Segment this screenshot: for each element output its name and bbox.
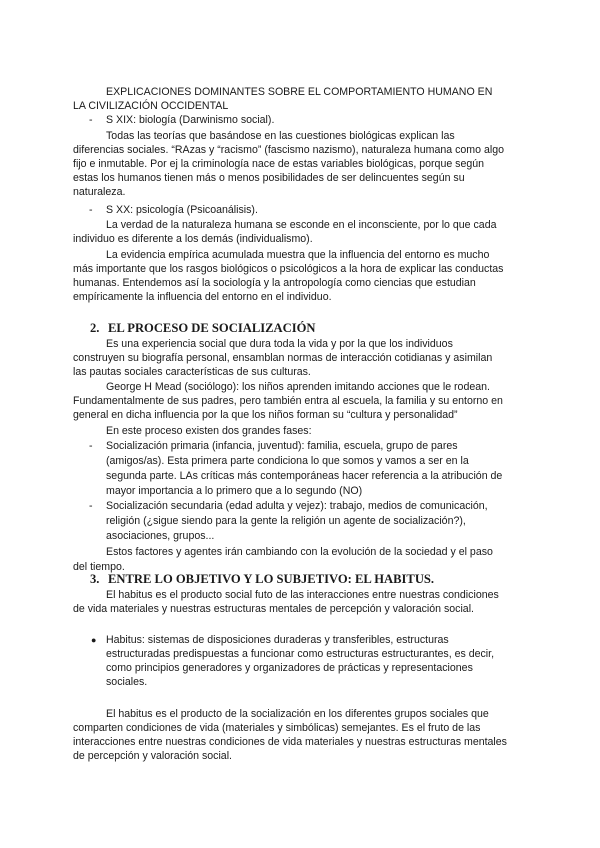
s2-item2-line-1: Socialización secundaria (edad adulta y vejez): trabajo, medios de comunicación, (106, 500, 488, 512)
s3-para2-line-4: de percepción y valoración social. (73, 750, 232, 762)
s3-para1-line-1: El habitus es el producto social futo de las interacciones entre nuestras condiciones (106, 589, 499, 601)
s3-para2-line-3: interacciones entre nuestras condiciones de vida materiales y nuestras estructuras mentales (73, 736, 507, 748)
intro-para3-line-3: humanas. Entendemos así la sociología y la antropología como ciencias que estudian (73, 277, 476, 289)
s2-item1-line-1: Socialización primaria (infancia, juventud): familia, escuela, grupo de pares (106, 440, 458, 452)
intro-title-line-1: EXPLICACIONES DOMINANTES SOBRE EL COMPORTAMIENTO HUMANO EN (106, 86, 493, 98)
s2-para2-line-3: general en dicha influencia por la que los niños forman su “cultura y personalidad” (73, 409, 458, 421)
intro-item1-line-2: diferencias sociales. “RAzas y “racismo” (fascismo nazismo), naturaleza humana como algo (73, 144, 504, 156)
intro-item1-line-4: estas los humanos tienen más o menos posibilidades de ser delincuentes según su (73, 172, 465, 184)
s2-item1-line-2: (amigos/as). Esta primera parte condiciona lo que somos y vamos a ser en la (106, 455, 469, 467)
s3-bullet-line-4: sociales. (106, 676, 148, 688)
s2-item1-line-4: mayor importancia a lo primero que a lo segundo (NO) (106, 485, 363, 497)
intro-item1-line-1: Todas las teorías que basándose en las cuestiones biológicas explican las (106, 130, 455, 142)
intro-para3-line-4: empíricamente la influencia del entorno en el individuo. (73, 291, 332, 303)
s3-bullet-line-1: Habitus: sistemas de disposiciones duraderas y transferibles, estructuras (106, 634, 449, 646)
intro-para3-line-2: más importante que los rasgos biológicos o psicológicos a la hora de explicar las conductas (73, 263, 504, 275)
intro-item1-label: S XIX: biología (Darwinismo social). (106, 114, 275, 126)
dash-bullet-icon: - (89, 114, 93, 126)
s3-para2-line-2: comparten condiciones de vida (materiales y simbólicas) semejantes. Es el fruto de las (73, 722, 481, 734)
intro-item2-line-2: individuo es diferente a los demás (individualismo). (73, 233, 313, 245)
s2-item2-line-2: religión (¿sigue siendo para la gente la religión un agente de socialización?), (106, 515, 466, 527)
s2-para2-line-1: George H Mead (sociólogo): los niños aprenden imitando acciones que le rodean. (106, 381, 490, 393)
section3-heading: ENTRE LO OBJETIVO Y LO SUBJETIVO: EL HABITUS. (108, 572, 435, 586)
intro-item1-line-5: naturaleza. (73, 186, 126, 198)
dash-bullet-icon: - (89, 500, 93, 512)
section3-number: 3. (90, 572, 100, 586)
s3-bullet-line-2: estructuradas predispuestas a funcionar como estructuras estructurantes, es decir, (106, 648, 495, 660)
intro-item2-line-1: La verdad de la naturaleza humana se esconde en el inconsciente, por lo que cada (106, 219, 497, 231)
dash-bullet-icon: - (89, 204, 93, 216)
s3-para2-line-1: El habitus es el producto de la socialización en los diferentes grupos sociales que (106, 708, 489, 720)
s2-para3-line-1: En este proceso existen dos grandes fases: (106, 425, 312, 437)
s2-item1-line-3: segunda parte. LAs críticas más contemporáneas hacer referencia a la atribución de (106, 470, 503, 482)
intro-title-line-2: LA CIVILIZACIÓN OCCIDENTAL (73, 100, 229, 112)
s2-para2-line-2: Fundamentalmente de sus padres, pero también entra al escuela, la familia y su entorno en (73, 395, 503, 407)
s3-para1-line-2: de vida materiales y nuestras estructuras mentales de percepción y valoración social. (73, 603, 474, 615)
round-bullet-icon: ● (91, 635, 97, 645)
s2-para1-line-1: Es una experiencia social que dura toda la vida y por la que los individuos (106, 338, 453, 350)
s3-bullet-line-3: como principios generadores y organizadores de prácticas y representaciones (106, 662, 473, 674)
intro-item1-line-3: fijo e inmutable. Por ej la criminología nace de estas variables biológicas, porque según (73, 158, 485, 170)
dash-bullet-icon: - (89, 440, 93, 452)
section2-heading: EL PROCESO DE SOCIALIZACIÓN (108, 321, 316, 335)
intro-para3-line-1: La evidencia empírica acumulada muestra que la influencia del entorno es mucho (106, 249, 490, 261)
s2-para4-line-2: del tiempo. (73, 561, 125, 573)
s2-para4-line-1: Estos factores y agentes irán cambiando con la evolución de la sociedad y el paso (106, 546, 493, 558)
intro-item2-label: S XX: psicología (Psicoanálisis). (106, 204, 258, 216)
s2-para1-line-2: construyen su biografía personal, ensamblan normas de interacción cotidianas y asimilan (73, 352, 493, 364)
s2-para1-line-3: las pautas sociales características de sus culturas. (73, 366, 311, 378)
s2-item2-line-3: asociaciones, grupos... (106, 530, 215, 542)
section2-number: 2. (90, 321, 100, 335)
